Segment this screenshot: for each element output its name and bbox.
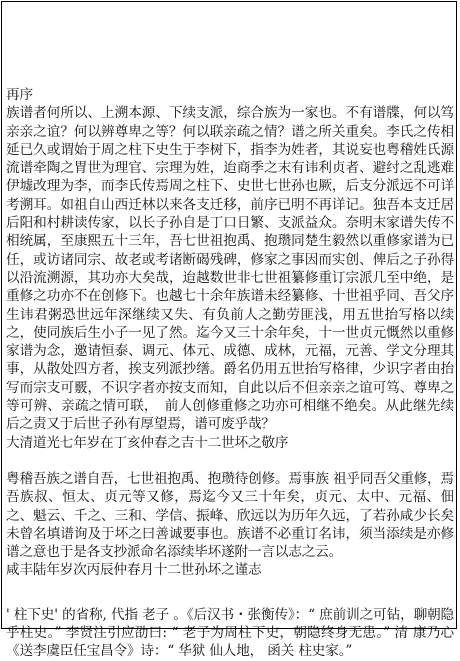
document-body — [6, 86, 454, 661]
footnote-paragraph: ' 柱下史' 的省称, 代指 老子 。《后汉书・张衡传》：“ 庶前训之可钻，聊朝隐乎柱史。” 李贤注引应劭曰: “ 老子为周柱下史，朝隐终身无患。” 清 康乃心 《送李虞臣任宝昌令》诗：“ 华狱 仙人地， 函关 柱史家。” — [6, 606, 454, 660]
supplement-paragraph: 粤稽吾族之谱自吾，七世祖抱禹、抱瓒待创修。焉事族 祖乎同吾父重修，焉吾族叔、恒太、贞元等又修，焉迄今又三十年矣，贞元、太中、元福、佃之、魁云、千之、三和、学信、振峰、欣远以为历年久远，了若孙咸少长矣未曾名填谱询及于坏之曰善诚要事也。族谱不必重订名讳，须当添续是亦修谱之意也于是各支抄派命名添续毕坏遂附一言以志之云。 — [6, 470, 454, 561]
preface-paragraph: 族谱者何所以、上溯本源、下续支派，综合族为一家也。不有谱牒，何以笃亲亲之谊？何以辨尊卑之等？何以联亲疏之情？谱之所关重矣。李氏之传相延已久或谓始于周之柱下史生于李树下，指李为姓者，其说妄也粤稽姓氏源流谱牵陶之胃世为理官、宗理为姓，迨商季之末有讳利贞者、避纣之乱逃难伊墟改理为李，而李氏传焉周之柱下、史世七世孙也厥，后支分派远不可详考溯耳。如祖自山西迁林以来各支迁移，前序已明不再详记。独吾本支迁居后阳和村耕读传家，以长子孙自是丁口日繁、支派益众。奈明末家谱失传不相统属，至康熙五十三年，吾七世祖抱禹、抱瓒同楚生毅然以重修家谱为已任，或访诸同宗、故老或考诸断碣残碑，修家之事因而实创、俾后之子孙得以沿流溯源，其功亦大矣哉，迨越数世非七世祖纂修重订宗派几至中绝，是重修之功亦不在创修下。也越七十余年族谱未经纂修、十世祖乎同、吾父序生讳君粥恐世远年深继续又失、有负前人之勤劳匪浅，用五世抬写格以续之，使同族后生小子一见了然。迄今又三十余年矣，十一世贞元慨然以重修家谱为念，邀请恒泰、调元、体元、成德、成林，元福，元善、学文分理其事，从散处四方者，挨支列派抄缮。爵名仍用五世抬写格律，少识字者由抬写而宗支可覈，不识字者亦按支而知，自此以后不但亲亲之谊可笃、尊卑之等可辨、亲疏之情可联， 前人创修重修之功亦可相继不绝矣。从此继先续后之责又于后世子孙有厚望焉，谱可废乎哉？ — [6, 105, 454, 433]
paragraph-spacer — [6, 452, 454, 470]
page-frame — [1, 1, 457, 660]
preface-signature: 大清道光七年岁在丁亥仲春之吉十二世坏之敬序 — [6, 434, 289, 451]
supplement-signature: 咸丰陆年岁次丙辰仲春月十二世孙坏之谨志 — [6, 562, 262, 579]
document-heading: 再序 — [6, 87, 33, 103]
paragraph-spacer — [6, 580, 454, 606]
